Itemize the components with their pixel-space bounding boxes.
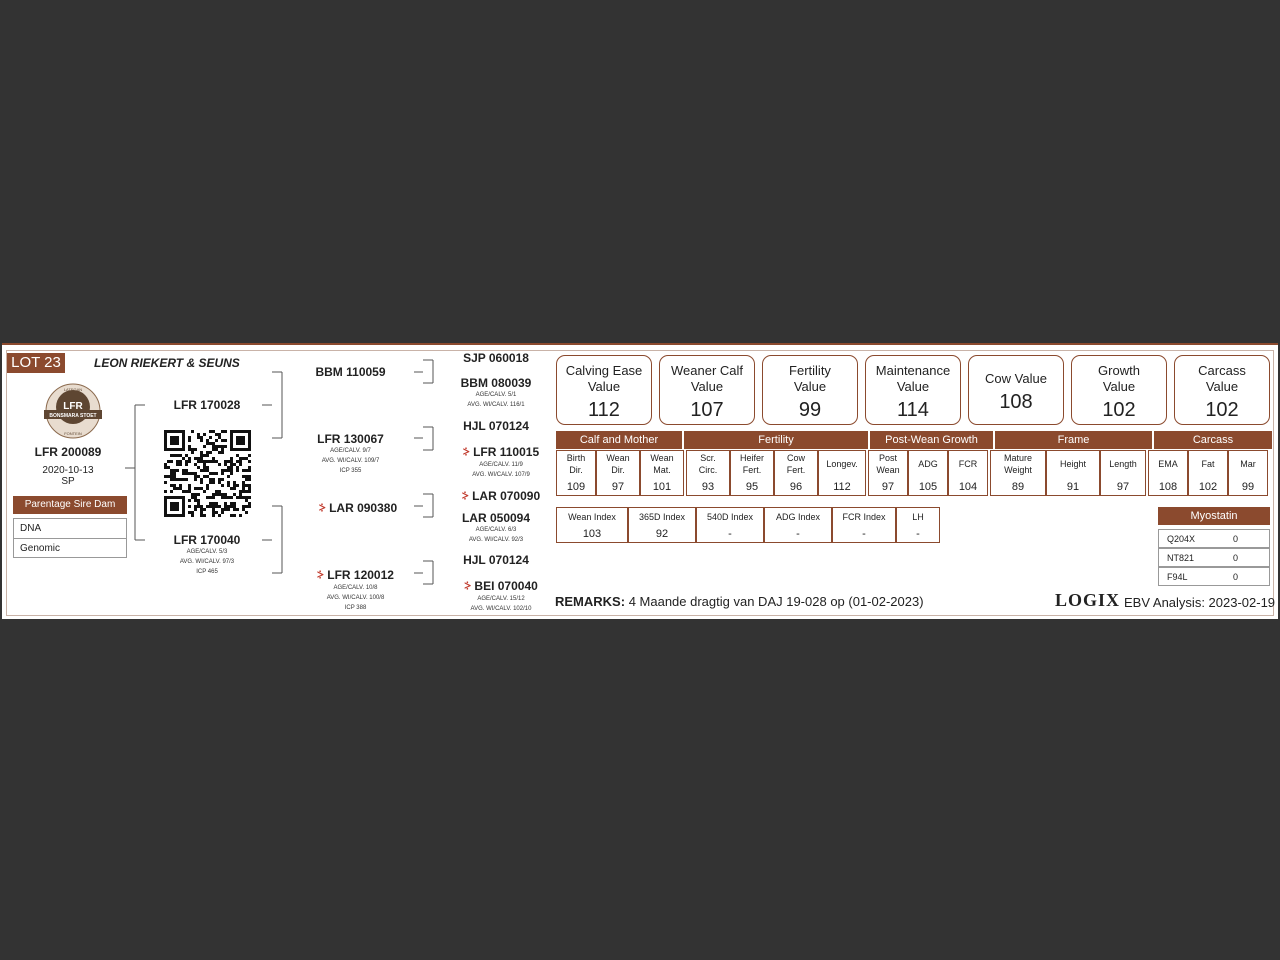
trait-value: 96	[789, 481, 803, 493]
gg-sss-id: SJP 060018	[463, 351, 529, 365]
breeder-name: LEON RIEKERT & SEUNS	[94, 356, 240, 370]
trait-value: 89	[1011, 481, 1025, 493]
index-name: ADG Index	[775, 512, 821, 522]
dam-dam-age-calv: AGE/CALV. 10/8	[333, 585, 378, 591]
trait-name	[597, 451, 639, 477]
sire-dam-icp: ICP 355	[339, 468, 362, 474]
index-cell	[556, 507, 628, 543]
trait-name	[731, 451, 773, 477]
sire-node	[152, 398, 262, 412]
trait-value: 109	[566, 481, 586, 493]
gg-dsd-age-calv: AGE/CALV. 6/3	[475, 527, 517, 533]
gg-ssd-id: BBM 080039	[460, 376, 532, 390]
category-calf-and-mother: Calf and Mother	[556, 431, 682, 449]
category-post-wean-growth: Post-Wean Growth	[870, 431, 993, 449]
gg-ssd-node	[442, 376, 550, 410]
index-name: 365D Index	[638, 512, 686, 522]
index-cell	[628, 507, 696, 543]
gg-ddd-node	[442, 577, 560, 614]
trait-cell	[948, 450, 988, 496]
value-box-calving-ease	[556, 355, 652, 425]
trait-name	[869, 451, 907, 477]
trait-name	[1101, 451, 1145, 477]
index-value: -	[728, 528, 732, 540]
trait-name-line: EMA	[1158, 459, 1178, 469]
value-label: Value	[1205, 379, 1239, 394]
gg-ssd-avg-wi: AVG. WI/CALV. 116/1	[467, 402, 525, 408]
logo-main-text: LFR	[63, 401, 83, 412]
sire-mark-icon: ⸖	[317, 568, 324, 582]
myostatin-row	[1158, 548, 1270, 567]
trait-name-line: Longev.	[826, 459, 858, 469]
value-label: Value	[587, 379, 621, 394]
trait-name-line: Circ.	[698, 465, 718, 475]
trait-name-line: Mat.	[653, 465, 671, 475]
value-label: Value	[1102, 379, 1136, 394]
value-box-carcass	[1174, 355, 1270, 425]
trait-name	[819, 451, 865, 477]
category-frame: Frame	[995, 431, 1152, 449]
trait-value: 97	[881, 481, 895, 493]
trait-name-line: Wean	[606, 453, 630, 463]
logo-ring-text: BONSMARA STOET	[49, 413, 97, 419]
trait-name-line: Post	[878, 453, 897, 463]
trait-value: 102	[1198, 481, 1218, 493]
dam-age-calv: AGE/CALV. 5/3	[186, 549, 228, 555]
logix-logo: LOGIX	[1055, 590, 1121, 610]
value-label: Fertility	[789, 363, 831, 378]
value-label: Value	[690, 379, 724, 394]
index-cell	[896, 507, 940, 543]
myostatin-value: 0	[1233, 553, 1239, 563]
trait-name	[1149, 451, 1187, 477]
myostatin-header: Myostatin	[1158, 507, 1270, 525]
trait-value: 93	[701, 481, 715, 493]
trait-cell	[730, 450, 774, 496]
value-number: 102	[1102, 399, 1136, 421]
sire-dam-id: LFR 130067	[317, 432, 384, 446]
parentage-header: Parentage Sire Dam	[13, 496, 127, 514]
gg-sdd-node	[442, 443, 560, 480]
trait-value: 91	[1066, 481, 1080, 493]
dam-dam-icp: ICP 388	[344, 605, 367, 611]
gg-ddd-age-calv: AGE/CALV. 15/12	[477, 596, 525, 602]
value-box-fertility	[762, 355, 858, 425]
index-name: FCR Index	[842, 512, 886, 522]
value-label: Calving Ease	[565, 363, 643, 378]
trait-name	[687, 451, 729, 477]
sire-dam-node	[298, 432, 403, 476]
category-fertility: Fertility	[684, 431, 868, 449]
logo-top-text: LATEGAN	[63, 387, 83, 392]
myostatin-value: 0	[1233, 572, 1239, 582]
dam-sire-id: LAR 090380	[329, 501, 398, 515]
index-name: LH	[912, 512, 924, 522]
trait-name	[909, 451, 947, 477]
trait-value: 105	[918, 481, 938, 493]
trait-cell	[990, 450, 1046, 496]
index-name: 540D Index	[706, 512, 754, 522]
value-box-weaner-calf	[659, 355, 755, 425]
trait-name	[1229, 451, 1267, 477]
value-label: Growth	[1098, 363, 1140, 378]
gg-dds-id: HJL 070124	[463, 553, 529, 567]
trait-cell	[1228, 450, 1268, 496]
value-box-growth	[1071, 355, 1167, 425]
sire-mark-icon: ⸖	[464, 579, 472, 593]
myostatin-marker: Q204X	[1167, 534, 1196, 544]
value-label: Value	[793, 379, 827, 394]
dam-dam-node	[298, 566, 413, 613]
animal-number: LFR 200089	[34, 445, 102, 459]
dam-avg-wi: AVG. WI/CALV. 97/3	[179, 559, 235, 565]
trait-name	[949, 451, 987, 477]
sire-dam-age-calv: AGE/CALV. 9/7	[330, 448, 371, 454]
dam-id: LFR 170040	[173, 533, 241, 547]
trait-name	[1047, 451, 1099, 477]
value-number: 99	[798, 399, 822, 421]
trait-value: 97	[1116, 481, 1130, 493]
trait-value: 112	[833, 481, 851, 493]
trait-name-line: FCR	[958, 459, 978, 469]
index-cell	[832, 507, 896, 543]
trait-cell	[868, 450, 908, 496]
gg-sdd-avg-wi: AVG. WI/CALV. 107/9	[472, 472, 530, 478]
sale-lot-card	[2, 343, 1278, 619]
trait-name-line: Dir.	[569, 465, 583, 475]
animal-date: 2020-10-13	[42, 465, 94, 476]
index-value: 92	[655, 528, 669, 540]
value-label: Carcass	[1198, 363, 1246, 378]
trait-value: 97	[611, 481, 625, 493]
category-carcass: Carcass	[1154, 431, 1272, 449]
trait-value: 104	[958, 481, 978, 493]
gg-ddd-id: BEI 070040	[474, 579, 538, 593]
trait-name-line: Length	[1109, 459, 1137, 469]
gg-dss-node	[442, 487, 560, 504]
trait-cell	[1148, 450, 1188, 496]
dam-icp: ICP 465	[196, 569, 218, 575]
trait-name-line: Mature	[1003, 453, 1032, 463]
sire-dam-avg-wi: AVG. WI/CALV. 109/7	[321, 458, 380, 464]
trait-name-line: Wean	[876, 465, 900, 475]
value-label: Value	[896, 379, 930, 394]
trait-name	[1189, 451, 1227, 477]
dna-row: DNA	[20, 523, 42, 534]
trait-name-line: Height	[1059, 459, 1086, 469]
myostatin-row	[1158, 567, 1270, 586]
trait-name	[557, 451, 595, 477]
index-value: -	[796, 528, 800, 540]
index-cell	[764, 507, 832, 543]
remarks-label: REMARKS:	[555, 594, 626, 609]
sire-mark-icon: ⸖	[462, 445, 470, 459]
gg-sds-id: HJL 070124	[463, 419, 529, 433]
trait-cell	[1046, 450, 1100, 496]
remarks	[555, 594, 924, 609]
gg-sdd-age-calv: AGE/CALV. 11/9	[479, 462, 523, 468]
gg-ssd-age-calv: AGE/CALV. 5/1	[475, 392, 517, 398]
value-number: 107	[690, 399, 724, 421]
dam-sire-node	[298, 499, 418, 516]
sire-mark-icon: ⸖	[318, 501, 326, 515]
genomic-row: Genomic	[14, 538, 126, 557]
trait-value: 99	[1241, 481, 1255, 493]
trait-cell	[1100, 450, 1146, 496]
trait-name-line: Scr.	[700, 453, 716, 463]
myostatin-marker: F94L	[1167, 572, 1188, 582]
dam-dam-id: LFR 120012	[327, 568, 394, 582]
trait-cell	[1188, 450, 1228, 496]
trait-cell	[908, 450, 948, 496]
sire-sire-node	[298, 365, 403, 379]
value-label: Weaner Calf	[670, 363, 743, 378]
gg-dsd-avg-wi: AVG. WI/CALV. 92/3	[468, 537, 524, 543]
gg-dss-id: LAR 070090	[472, 489, 541, 503]
trait-name-line: Heifer	[739, 453, 764, 463]
trait-value: 108	[1158, 481, 1178, 493]
lot-number: LOT 23	[7, 353, 65, 373]
sire-sire-id: BBM 110059	[315, 365, 386, 379]
value-box-cow	[968, 355, 1064, 425]
index-value: -	[862, 528, 866, 540]
gg-sds-node	[442, 419, 550, 433]
trait-name-line: Fert.	[786, 465, 806, 475]
trait-name-line: Mar	[1240, 459, 1256, 469]
sire-id: LFR 170028	[173, 398, 241, 412]
trait-cell	[556, 450, 596, 496]
trait-cell	[818, 450, 866, 496]
trait-value: 101	[652, 481, 672, 493]
myostatin-value: 0	[1233, 534, 1239, 544]
trait-cell	[640, 450, 684, 496]
dam-node	[152, 533, 262, 577]
gg-dds-node	[442, 553, 550, 567]
trait-cell	[686, 450, 730, 496]
value-label: Maintenance	[875, 363, 951, 378]
gg-ddd-avg-wi: AVG. WI/CALV. 102/10	[470, 606, 532, 612]
trait-name-line: Cow	[786, 453, 805, 463]
logo-bottom-text: FONTEIN	[64, 431, 82, 436]
value-number: 114	[897, 399, 929, 421]
gg-dsd-node	[442, 511, 550, 545]
index-value: 103	[582, 528, 602, 540]
ebv-analysis-date: EBV Analysis: 2023-02-19	[1124, 595, 1276, 610]
trait-name	[641, 451, 683, 477]
trait-name-line: Wean	[650, 453, 674, 463]
trait-name-line: Dir.	[611, 465, 625, 475]
index-cell	[696, 507, 764, 543]
trait-name-line: Fat	[1201, 459, 1215, 469]
gg-dsd-id: LAR 050094	[461, 511, 531, 525]
trait-cell	[596, 450, 640, 496]
index-name: Wean Index	[568, 512, 616, 522]
gg-sss-node	[442, 351, 550, 365]
value-box-maintenance	[865, 355, 961, 425]
gg-sdd-id: LFR 110015	[473, 445, 540, 459]
index-value: -	[916, 528, 920, 540]
remarks-text: 4 Maande dragtig van DAJ 19-028 op (01-02-2023)	[628, 594, 924, 609]
trait-cell	[774, 450, 818, 496]
animal-code: SP	[61, 476, 75, 487]
myostatin-row	[1158, 529, 1270, 548]
trait-name-line: Birth	[566, 453, 586, 463]
sire-mark-icon: ⸖	[461, 489, 469, 503]
myostatin-marker: NT821	[1167, 553, 1195, 563]
value-number: 102	[1205, 399, 1239, 421]
trait-name-line: Fert.	[742, 465, 762, 475]
value-label: Cow Value	[985, 371, 1047, 386]
value-number: 108	[999, 391, 1033, 413]
trait-name-line: Weight	[1004, 465, 1032, 475]
value-number: 112	[588, 399, 620, 421]
trait-name	[991, 451, 1045, 477]
trait-value: 95	[745, 481, 759, 493]
dam-dam-avg-wi: AVG. WI/CALV. 100/8	[326, 595, 385, 601]
trait-name-line: ADG	[918, 459, 938, 469]
trait-name	[775, 451, 817, 477]
